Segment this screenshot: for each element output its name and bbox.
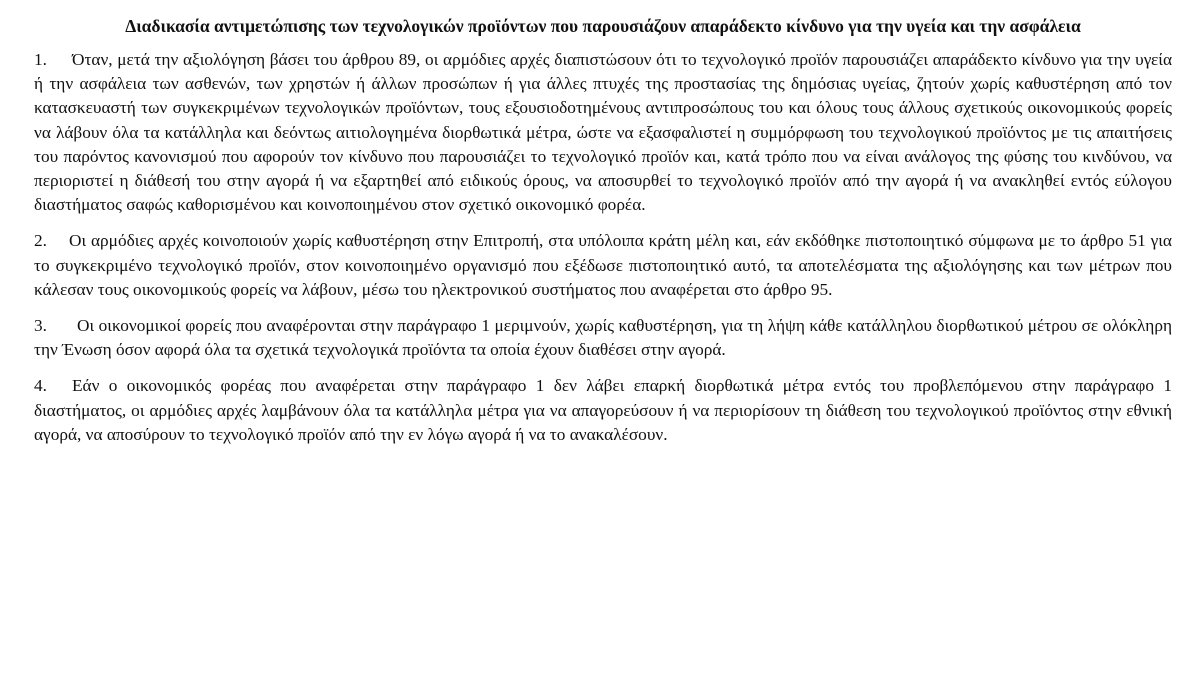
paragraph-4-number: 4. [34,376,47,396]
paragraph-1 [34,48,1172,217]
paragraph-4 [34,374,1172,447]
paragraph-2-number: 2. [34,231,47,251]
paragraph-2 [34,229,1172,302]
paragraph-4-text: Εάν ο οικονομικός φορέας που αναφέρεται στην παράγραφο 1 δεν λάβει επαρκή διορθωτικά μέτρα εντός του προβλεπόμενου στην παράγραφο 1 διαστήματος, οι αρμόδιες αρχές λαμβάνουν όλα τα κατάλληλα μέτρα για να απαγορεύσουν ή να περιορίσουν τη διάθεση του τεχνολογικού προϊόντος στην εθνική αγορά, να αποσύρουν το τεχνολογικό προϊόν από την εν λόγω αγορά ή να το ανακαλέσουν. [34,376,1172,444]
paragraph-1-number: 1. [34,50,47,69]
document-title: Διαδικασία αντιμετώπισης των τεχνολογικών προϊόντων που παρουσιάζουν απαράδεκτο κίνδυνο για την υγεία και την ασφάλεια [125,16,1081,36]
paragraph-3 [34,314,1172,362]
paragraph-1-text: Όταν, μετά την αξιολόγηση βάσει του άρθρου 89, οι αρμόδιες αρχές διαπιστώσουν ότι το τεχνολογικό προϊόν παρουσιάζει απαράδεκτο κίνδυνο για την υγεία ή την ασφάλεια των ασθενών, των χρηστών ή άλλων προσώπων ή για άλλες πτυχές της προστασίας της δημόσιας υγείας, ζητούν χωρίς καθυστέρηση από τον κατασκευαστή των συγκεκριμένων τεχνολογικών προϊόντων, τους εξουσιοδοτημένους αντιπροσώπους του και όλους τους άλλους σχετικούς οικονομικούς φορείς να λάβουν όλα τα κατάλληλα και δεόντως αιτιολογημένα διορθωτικά μέτρα, ώστε να εξασφαλιστεί η συμμόρφωση του τεχνολογικού προϊόντος με τις απαιτήσεις του παρόντος κανονισμού που αφορούν τον κίνδυνο που παρουσιάζει το τεχνολογικό προϊόν και, κατά τρόπο που να είναι ανάλογος της φύσης του κινδύνου, να περιοριστεί η διάθεσή του στην αγορά ή να εξαρτηθεί από ειδικούς όρους, να αποσυρθεί το τεχνολογικό προϊόν από την αγορά ή να ανακληθεί εντός εύλογου διαστήματος σαφώς καθορισμένου και κοινοποιημένου στον σχετικό οικονομικό φορέα. [34,50,1172,215]
paragraph-2-text: Οι αρμόδιες αρχές κοινοποιούν χωρίς καθυστέρηση στην Επιτροπή, στα υπόλοιπα κράτη μέλη και, εάν εκδόθηκε πιστοποιητικό σύμφωνα με το άρθρο 51 για το συγκεκριμένο τεχνολογικό προϊόν, στον κοινοποιημένο οργανισμό που εξέδωσε πιστοποιητικό αυτό, τα αποτελέσματα της αξιολόγησης και των μέτρων που κάλεσαν τους οικονομικούς φορείς να λάβουν, μέσω του ηλεκτρονικού συστήματος που αναφέρεται στο άρθρο 95. [34,231,1172,299]
paragraph-3-number: 3. [34,316,47,336]
paragraph-3-text: Οι οικονομικοί φορείς που αναφέρονται στην παράγραφο 1 μεριμνούν, χωρίς καθυστέρηση, για τη λήψη κάθε κατάλληλου διορθωτικού μέτρου σε ολόκληρη την Ένωση όσον αφορά όλα τα σχετικά τεχνολογικά προϊόντα τα οποία έχουν διαθέσει στην αγορά. [34,316,1172,360]
